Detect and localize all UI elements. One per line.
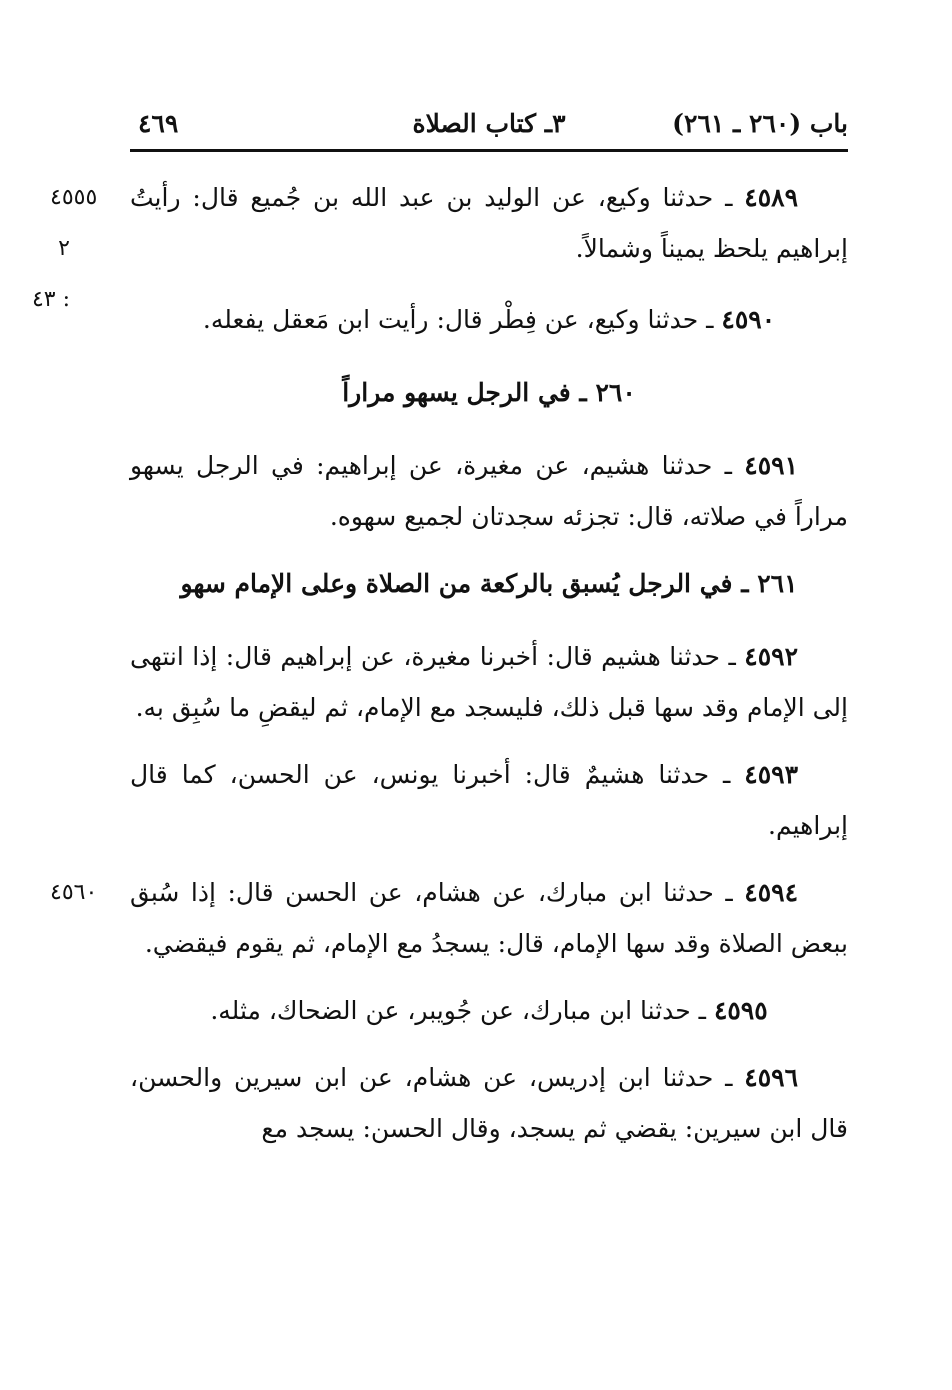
running-header [130,105,848,145]
chapter-heading-260: ٢٦٠ ـ في الرجل يسهو مراراً [342,378,636,407]
hadith-text: ـ حدثنا هشيم، عن مغيرة، عن إبراهيم: في الرجل يسهو مراراً في صلاته، قال: تجزئه سجدتان لجميع سهوه. [130,451,848,531]
hadith-4591 [130,440,848,542]
margin-note-ref: ٢ : ٤٣ [31,236,70,312]
hadith-text: ـ حدثنا ابن إدريس، عن هشام، عن ابن سيرين والحسن، قال ابن سيرين: يقضي ثم يسجد، وقال الحسن: يسجد مع [130,1063,848,1143]
hadith-number: ٤٥٩٣ [744,760,798,789]
hadith-text: ـ حدثنا ابن مبارك، عن هشام، عن الحسن قال: إذا سُبق ببعض الصلاة وقد سها الإمام، قال: يسجدُ مع الإمام، ثم يقوم فيقضي. [130,878,848,958]
margin-note-4560: ٤٥٦٠ [50,880,98,905]
chapter-heading-261: ٢٦١ ـ في الرجل يُسبق بالركعة من الصلاة وعلى الإمام سهو [180,569,798,598]
hadith-4593 [130,749,848,851]
margin-note-4555: ٤٥٥٥ [50,185,98,210]
hadith-number: ٤٥٩٤ [744,878,798,907]
hadith-4592 [130,631,848,733]
hadith-number: ٤٥٨٩ [744,183,798,212]
chapter-range: باب (٢٦٠ ـ ٢٦١) [672,109,848,138]
hadith-text: ـ حدثنا هشيمٌ قال: أخبرنا يونس، عن الحسن، كما قال إبراهيم. [130,760,848,840]
book-title: ٣ـ كتاب الصلاة [412,109,566,138]
hadith-4589 [31,172,848,312]
hadith-number: ٤٥٩١ [744,451,798,480]
page-body [31,172,848,1170]
hadith-4590 [130,294,848,345]
hadith-number: ٤٥٩٢ [744,642,798,671]
hadith-text: ـ حدثنا وكيع، عن الوليد بن عبد الله بن جُميع قال: رأيتُ إبراهيم يلحظ يميناً وشمالاً. [130,183,848,263]
hadith-4596 [130,1052,848,1154]
hadith-4594 [50,867,848,969]
hadith-text: ـ حدثنا هشيم قال: أخبرنا مغيرة، عن إبراهيم قال: إذا انتهى إلى الإمام وقد سها قبل ذلك، فليسجد مع الإمام، ثم ليقضِ ما سُبِق به. [130,642,848,722]
hadith-number: ٤٥٩٦ [744,1063,798,1092]
hadith-text: ـ حدثنا ابن مبارك، عن جُويبر، عن الضحاك، مثله. [210,996,714,1025]
page-number: ٤٦٩ [138,109,179,138]
hadith-number: ٤٥٩٥ [713,996,768,1025]
hadith-4595 [130,985,848,1036]
hadith-number: ٤٥٩٠ [721,305,776,334]
hadith-text: ـ حدثنا وكيع، عن فِطْر قال: رأيت ابن مَعقل يفعله. [202,305,722,334]
header-divider [130,149,848,152]
